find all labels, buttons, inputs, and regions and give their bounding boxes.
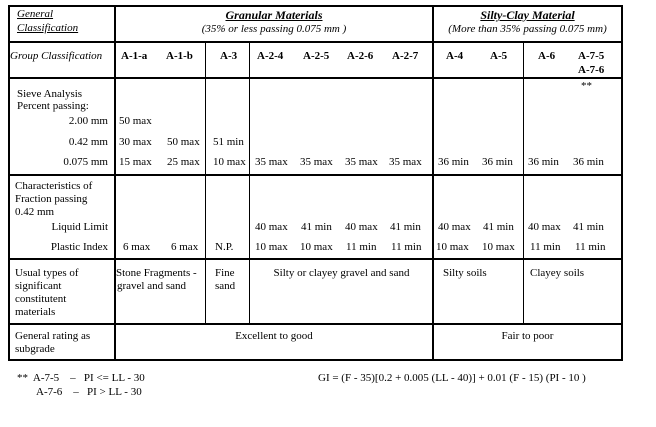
footnote-a75: ** A-7-5 – PI <= LL - 30 (17, 372, 145, 384)
fine-sand-text-2: sand (215, 280, 236, 292)
sieve-042-a1b: 50 max (167, 136, 200, 148)
ll-a26: 40 max (345, 221, 378, 233)
sieve-0075-a4: 36 min (438, 156, 469, 168)
materials-label: materials (15, 306, 56, 318)
silty-soils-text: Silty soils (443, 267, 487, 279)
pi-a5: 10 max (482, 241, 515, 253)
general-rating-label: General rating as (15, 330, 91, 342)
group-a-7-5: A-7-5 (578, 50, 605, 62)
sieve-0075-a27: 35 max (389, 156, 422, 168)
sieve-0075-a7: 36 min (573, 156, 604, 168)
sieve-0075-a6: 36 min (528, 156, 559, 168)
group-classification-label: Group Classification (10, 50, 103, 62)
sieve-0075-a26: 35 max (345, 156, 378, 168)
stone-fragments-text: Stone Fragments - (116, 267, 197, 279)
sieve-0075-a25: 35 max (300, 156, 333, 168)
ll-a7: 41 min (573, 221, 604, 233)
group-a-1-a: A-1-a (121, 50, 148, 62)
percent-passing-label: Percent passing: (17, 100, 89, 112)
footnote-mark: ** (581, 80, 592, 92)
fraction-passing-label: Fraction passing (15, 193, 88, 205)
group-a-2-7: A-2-7 (392, 50, 419, 62)
group-a-2-6: A-2-6 (347, 50, 374, 62)
excellent-to-good-text: Excellent to good (235, 330, 313, 342)
sieve-analysis-label: Sieve Analysis (17, 88, 83, 100)
group-a-3: A-3 (220, 50, 238, 62)
characteristics-label: Characteristics of (15, 180, 93, 192)
sieve-0075-a3: 10 max (213, 156, 246, 168)
usual-types-label: Usual types of (15, 267, 79, 279)
sieve-0075-a1b: 25 max (167, 156, 200, 168)
sieve-0075-a5: 36 min (482, 156, 513, 168)
ll-a6: 40 max (528, 221, 561, 233)
pi-a1b: 6 max (171, 241, 199, 253)
sieve-size-2mm: 2.00 mm (68, 115, 108, 127)
clayey-soils-text: Clayey soils (530, 267, 585, 279)
footnote-a76: A-7-6 – PI > LL - 30 (36, 386, 142, 398)
liquid-limit-label: Liquid Limit (51, 221, 108, 233)
plastic-index-label: Plastic Index (50, 241, 108, 253)
group-index-formula: GI = (F - 35)[0.2 + 0.005 (LL - 40)] + 0.01 (F - 15) (PI - 10 ) (318, 372, 586, 384)
granular-materials-subtitle: (35% or less passing 0.075 mm ) (201, 23, 347, 35)
group-a-2-5: A-2-5 (303, 50, 330, 62)
ll-a5: 41 min (483, 221, 514, 233)
group-a-5: A-5 (490, 50, 508, 62)
fair-to-poor-text: Fair to poor (501, 330, 554, 342)
fine-sand-text: Fine (215, 267, 235, 279)
pi-a27: 11 min (391, 241, 422, 253)
fraction-size-label: 0.42 mm (15, 206, 55, 218)
general-classification-label-2: Classification (17, 22, 79, 34)
pi-a1a: 6 max (123, 241, 151, 253)
group-a-1-b: A-1-b (166, 50, 193, 62)
sieve-200-a1a: 50 max (119, 115, 152, 127)
sieve-042-a3: 51 min (213, 136, 244, 148)
group-a-4: A-4 (446, 50, 464, 62)
subgrade-label: subgrade (15, 343, 55, 355)
pi-a3: N.P. (215, 241, 234, 253)
pi-a7: 11 min (575, 241, 606, 253)
silty-clayey-gravel-text: Silty or clayey gravel and sand (273, 267, 410, 279)
stone-fragments-text-2: gravel and sand (117, 280, 187, 292)
general-classification-label: General (17, 8, 54, 20)
pi-a24: 10 max (255, 241, 288, 253)
sieve-0075-a1a: 15 max (119, 156, 152, 168)
pi-a6: 11 min (530, 241, 561, 253)
group-a-6: A-6 (538, 50, 556, 62)
sieve-042-a1a: 30 max (119, 136, 152, 148)
constituent-label: constitutent (15, 293, 67, 305)
granular-materials-title: Granular Materials (225, 8, 323, 22)
group-a-7-6: A-7-6 (578, 64, 605, 76)
ll-a27: 41 min (390, 221, 421, 233)
ll-a4: 40 max (438, 221, 471, 233)
pi-a4: 10 max (436, 241, 469, 253)
pi-a25: 10 max (300, 241, 333, 253)
silty-clay-title: Silty-Clay Material (480, 8, 575, 22)
sieve-0075-a24: 35 max (255, 156, 288, 168)
pi-a26: 11 min (346, 241, 377, 253)
group-a-2-4: A-2-4 (257, 50, 284, 62)
sieve-size-042mm: 0.42 mm (68, 136, 108, 148)
ll-a24: 40 max (255, 221, 288, 233)
sieve-size-0075mm: 0.075 mm (63, 156, 108, 168)
ll-a25: 41 min (301, 221, 332, 233)
significant-label: significant (15, 280, 62, 292)
silty-clay-subtitle: (More than 35% passing 0.075 mm) (448, 23, 607, 35)
